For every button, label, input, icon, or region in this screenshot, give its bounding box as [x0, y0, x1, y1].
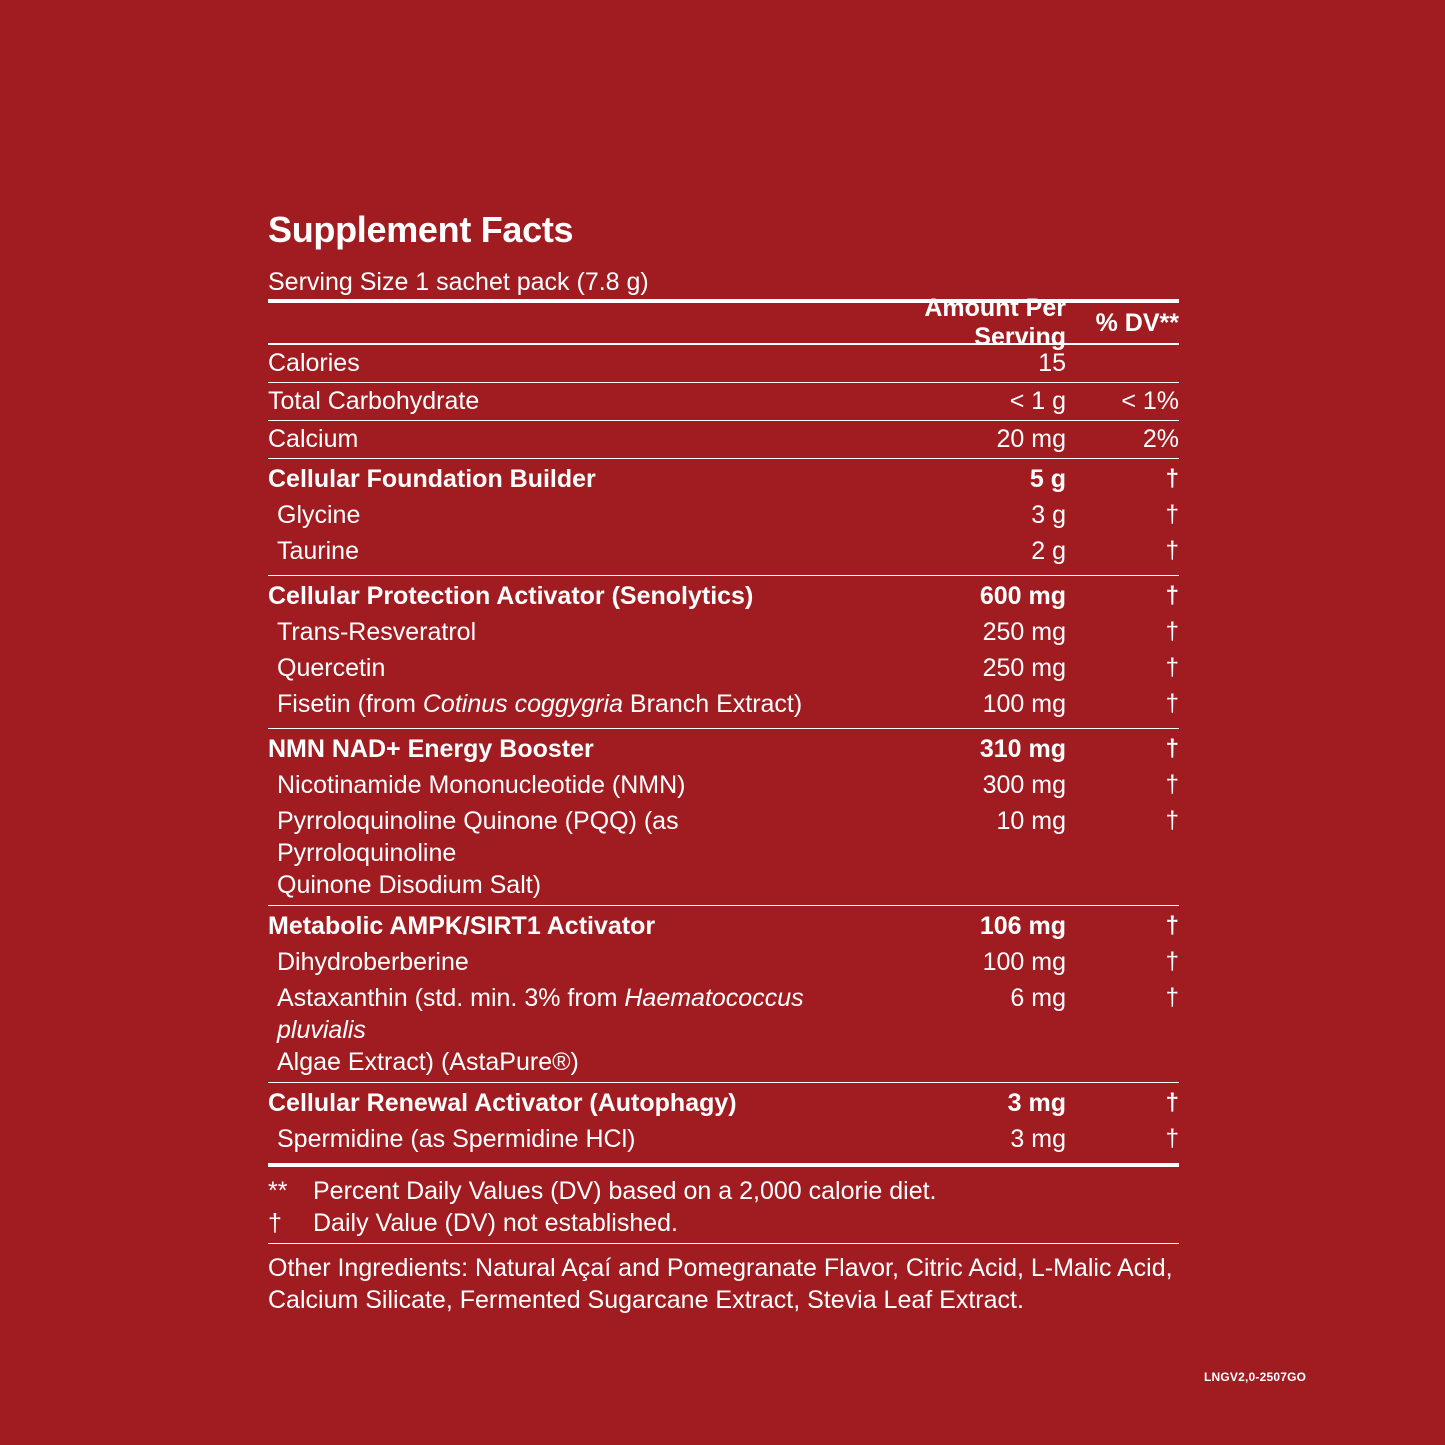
blend-group-renewal: [268, 1083, 1179, 1167]
blend-group-nmn: [268, 729, 1179, 906]
blend-heading: Cellular Protection Activator (Senolytics) 600 mg †: [268, 582, 1179, 610]
nutrient-row-calcium: Calcium 20 mg 2%: [268, 421, 1179, 459]
supplement-facts-panel: [268, 208, 1179, 1316]
dv-header: % DV**: [1095, 308, 1179, 337]
amount-header: Amount Per Serving: [924, 294, 1066, 351]
blend-heading: NMN NAD+ Energy Booster 310 mg †: [268, 735, 1179, 763]
ingredient-row: Astaxanthin (std. min. 3% from Haematococcus pluvialis Algae Extract) (AstaPure®) 6 mg †: [277, 984, 1179, 1076]
ingredient-row: Trans-Resveratrol 250 mg †: [277, 618, 1179, 646]
panel-title: Supplement Facts: [268, 209, 574, 250]
blend-group-protection: [268, 576, 1179, 729]
ingredient-row: Fisetin (from Cotinus coggygria Branch Extract) 100 mg †: [277, 690, 1179, 718]
ingredient-row: Pyrroloquinoline Quinone (PQQ) (as Pyrroloquinoline Quinone Disodium Salt) 10 mg †: [277, 807, 1179, 899]
column-header-row: [268, 294, 1179, 351]
nutrient-row-carbohydrate: Total Carbohydrate < 1 g < 1%: [268, 383, 1179, 421]
ingredient-row: Dihydroberberine 100 mg †: [277, 948, 1179, 976]
blend-heading: Cellular Foundation Builder 5 g †: [268, 465, 1179, 493]
blend-group-foundation: [268, 459, 1179, 576]
blend-group-metabolic: [268, 906, 1179, 1083]
nutrient-row-calories: Calories 15: [268, 345, 1179, 383]
ingredient-row: Taurine 2 g †: [277, 537, 1179, 565]
ingredient-row: Spermidine (as Spermidine HCl) 3 mg †: [277, 1125, 1179, 1153]
other-ingredients: Other Ingredients: Natural Açaí and Pomegranate Flavor, Citric Acid, L-Malic Acid, Calcium Silicate, Fermented Sugarcane Extract, Stevia Leaf Extract.: [268, 1254, 1173, 1314]
ingredient-row: Nicotinamide Mononucleotide (NMN) 300 mg †: [277, 771, 1179, 799]
blend-heading: Cellular Renewal Activator (Autophagy) 3 mg †: [268, 1089, 1179, 1117]
ingredient-row: Glycine 3 g †: [277, 501, 1179, 529]
footnotes: [268, 1167, 1179, 1244]
serving-size: Serving Size 1 sachet pack (7.8 g): [268, 266, 1179, 303]
blend-heading: Metabolic AMPK/SIRT1 Activator 106 mg †: [268, 912, 1179, 940]
footnote-dagger: † Daily Value (DV) not established.: [268, 1209, 678, 1237]
product-code: LNGV2,0-2507GO: [1204, 1370, 1307, 1384]
ingredient-row: Quercetin 250 mg †: [277, 654, 1179, 682]
footnote-dv: ** Percent Daily Values (DV) based on a 2,000 calorie diet.: [268, 1177, 937, 1205]
